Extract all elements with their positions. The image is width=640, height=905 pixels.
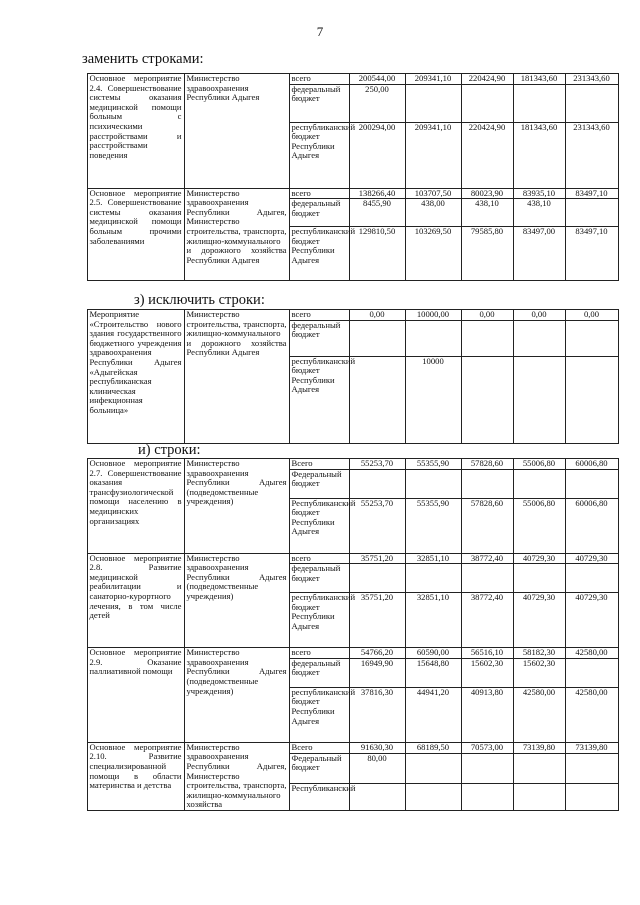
value-cell: 181343,60: [513, 74, 565, 85]
value-cell: 438,00: [405, 199, 461, 227]
value-cell: 40729,30: [513, 553, 565, 564]
value-cell: [565, 469, 618, 498]
value-cell: [565, 753, 618, 783]
value-cell: [565, 783, 618, 810]
source-cell: всего: [289, 553, 349, 564]
value-cell: 35751,20: [349, 553, 405, 564]
value-cell: 68189,50: [405, 742, 461, 753]
value-cell: [405, 469, 461, 498]
executor-cell: Министерство здравоохранения Республики Адыгея, Министерство строительства, транспорта, жилищно-коммунального хозяйства: [184, 742, 289, 810]
event-cell: Основное мероприятие 2.4. Совершенствование системы оказания медицинской помощи больным с психическими расстройствами и расстройствами поведения: [87, 74, 184, 189]
value-cell: 16949,90: [349, 658, 405, 687]
value-cell: 10000,00: [405, 310, 461, 321]
value-cell: 138266,40: [349, 188, 405, 199]
value-cell: 200294,00: [349, 122, 405, 188]
value-cell: 15602,30: [461, 658, 513, 687]
value-cell: [513, 84, 565, 122]
executor-cell: Министерство здравоохранения Республики Адыгея (подведомственные учреждения): [184, 648, 289, 743]
value-cell: 55355,90: [405, 498, 461, 553]
table-row: [78, 553, 618, 564]
heading-replace: заменить строками:: [82, 51, 204, 67]
value-cell: [513, 783, 565, 810]
value-cell: 80023,90: [461, 188, 513, 199]
value-cell: 40729,30: [513, 593, 565, 648]
value-cell: 83935,10: [513, 188, 565, 199]
source-cell: всего: [289, 188, 349, 199]
value-cell: [565, 564, 618, 593]
value-cell: 55006,80: [513, 459, 565, 470]
source-cell: Всего: [289, 459, 349, 470]
event-cell: Основное мероприятие 2.7. Совершенствование оказания трансфузиологической помощи населению в медицинских организациях: [87, 459, 184, 554]
table-row: [78, 459, 618, 470]
value-cell: 129810,50: [349, 227, 405, 281]
table-row: [78, 648, 618, 659]
value-cell: 42580,00: [565, 648, 618, 659]
table-row: [78, 74, 618, 85]
value-cell: [461, 469, 513, 498]
value-cell: 8455,90: [349, 199, 405, 227]
page-number: 7: [316, 24, 324, 39]
value-cell: [405, 783, 461, 810]
executor-cell: Министерство здравоохранения Республики Адыгея: [184, 74, 289, 189]
value-cell: 58182,30: [513, 648, 565, 659]
value-cell: 70573,00: [461, 742, 513, 753]
event-cell: Мероприятие «Строительство нового здания государственного бюджетного учреждения здравоохранения Республики Адыгея «Адыгейская республиканская клиническая инфекционная больница»: [87, 310, 184, 444]
table-exclude: [78, 309, 619, 444]
value-cell: 32851,10: [405, 553, 461, 564]
value-cell: 35751,20: [349, 593, 405, 648]
value-cell: 220424,90: [461, 122, 513, 188]
source-cell: федеральный бюджет: [289, 199, 349, 227]
source-cell: федеральный бюджет: [289, 658, 349, 687]
table-row: [78, 188, 618, 199]
source-cell: Республиканский бюджет Республики Адыгея: [289, 498, 349, 553]
value-cell: 91630,30: [349, 742, 405, 753]
value-cell: [565, 199, 618, 227]
value-cell: [349, 320, 405, 356]
value-cell: 0,00: [349, 310, 405, 321]
value-cell: 73139,80: [513, 742, 565, 753]
value-cell: 42580,00: [565, 687, 618, 742]
value-cell: 54766,20: [349, 648, 405, 659]
value-cell: 55253,70: [349, 459, 405, 470]
value-cell: 10000: [405, 356, 461, 443]
value-cell: 44941,20: [405, 687, 461, 742]
value-cell: 55006,80: [513, 498, 565, 553]
value-cell: 38772,40: [461, 553, 513, 564]
table-row: [78, 310, 618, 321]
value-cell: [405, 564, 461, 593]
value-cell: 32851,10: [405, 593, 461, 648]
value-cell: 0,00: [513, 310, 565, 321]
value-cell: 103269,50: [405, 227, 461, 281]
value-cell: [565, 320, 618, 356]
value-cell: 56516,10: [461, 648, 513, 659]
value-cell: 0,00: [461, 310, 513, 321]
value-cell: [461, 753, 513, 783]
value-cell: [349, 783, 405, 810]
value-cell: [461, 356, 513, 443]
event-cell: Основное мероприятие 2.5. Совершенствование системы оказания медицинской помощи больным прочими заболеваниями: [87, 188, 184, 281]
source-cell: всего: [289, 310, 349, 321]
value-cell: [349, 564, 405, 593]
heading-exclude: з) исключить строки:: [134, 292, 265, 308]
value-cell: [461, 564, 513, 593]
value-cell: 38772,40: [461, 593, 513, 648]
value-cell: [565, 84, 618, 122]
value-cell: [405, 320, 461, 356]
event-cell: Основное мероприятие 2.10. Развитие специализированной помощи в области материнства и детства: [87, 742, 184, 810]
value-cell: 79585,80: [461, 227, 513, 281]
value-cell: 438,10: [461, 199, 513, 227]
value-cell: 55355,90: [405, 459, 461, 470]
value-cell: 83497,00: [513, 227, 565, 281]
value-cell: 60006,80: [565, 498, 618, 553]
value-cell: 55253,70: [349, 498, 405, 553]
value-cell: [513, 320, 565, 356]
value-cell: 15648,80: [405, 658, 461, 687]
value-cell: [513, 753, 565, 783]
value-cell: 250,00: [349, 84, 405, 122]
source-cell: Республиканский: [289, 783, 349, 810]
value-cell: [405, 753, 461, 783]
value-cell: [513, 564, 565, 593]
source-cell: федеральный бюджет: [289, 320, 349, 356]
value-cell: 103707,50: [405, 188, 461, 199]
value-cell: 83497,10: [565, 227, 618, 281]
value-cell: 438,10: [513, 199, 565, 227]
source-cell: республиканский бюджет Республики Адыгея: [289, 593, 349, 648]
value-cell: 60590,00: [405, 648, 461, 659]
value-cell: 57828,60: [461, 459, 513, 470]
source-cell: республиканский бюджет Республики Адыгея: [289, 122, 349, 188]
value-cell: [461, 783, 513, 810]
source-cell: федеральный бюджет: [289, 84, 349, 122]
executor-cell: Министерство здравоохранения Республики Адыгея, Министерство строительства, транспорта, жилищно-коммунального и дорожного хозяйства Республики Адыгея: [184, 188, 289, 281]
value-cell: [461, 84, 513, 122]
value-cell: [565, 658, 618, 687]
value-cell: [565, 356, 618, 443]
source-cell: Всего: [289, 742, 349, 753]
value-cell: 0,00: [565, 310, 618, 321]
value-cell: 60006,80: [565, 459, 618, 470]
table-replace: [78, 73, 619, 281]
value-cell: [513, 469, 565, 498]
value-cell: 57828,60: [461, 498, 513, 553]
value-cell: 15602,30: [513, 658, 565, 687]
value-cell: 231343,60: [565, 122, 618, 188]
event-cell: Основное мероприятие 2.8. Развитие медицинской реабилитации и санаторно-курортного лечения, в том числе детей: [87, 553, 184, 648]
value-cell: 231343,60: [565, 74, 618, 85]
executor-cell: Министерство строительства, транспорта, жилищно-коммунального и дорожного хозяйства Республики Адыгея: [184, 310, 289, 444]
table-row: [78, 742, 618, 753]
value-cell: [513, 356, 565, 443]
source-cell: всего: [289, 648, 349, 659]
source-cell: республиканский бюджет Республики Адыгея: [289, 687, 349, 742]
value-cell: 220424,90: [461, 74, 513, 85]
value-cell: 40729,30: [565, 553, 618, 564]
value-cell: [349, 356, 405, 443]
value-cell: 80,00: [349, 753, 405, 783]
table-add: [78, 458, 619, 811]
value-cell: [405, 84, 461, 122]
value-cell: [349, 469, 405, 498]
event-cell: Основное мероприятие 2.9. Оказание паллиативной помощи: [87, 648, 184, 743]
executor-cell: Министерство здравоохранения Республики Адыгея (подведомственные учреждения): [184, 553, 289, 648]
source-cell: республиканский бюджет Республики Адыгея: [289, 227, 349, 281]
value-cell: 40913,80: [461, 687, 513, 742]
value-cell: [461, 320, 513, 356]
source-cell: республиканский бюджет Республики Адыгея: [289, 356, 349, 443]
value-cell: 37816,30: [349, 687, 405, 742]
value-cell: 209341,10: [405, 74, 461, 85]
source-cell: федеральный бюджет: [289, 564, 349, 593]
heading-add: и) строки:: [138, 442, 201, 458]
executor-cell: Министерство здравоохранения Республики Адыгея (подведомственные учреждения): [184, 459, 289, 554]
value-cell: 181343,60: [513, 122, 565, 188]
value-cell: 83497,10: [565, 188, 618, 199]
value-cell: 73139,80: [565, 742, 618, 753]
value-cell: 42580,00: [513, 687, 565, 742]
value-cell: 200544,00: [349, 74, 405, 85]
value-cell: 209341,10: [405, 122, 461, 188]
value-cell: 40729,30: [565, 593, 618, 648]
source-cell: всего: [289, 74, 349, 85]
source-cell: Федеральный бюджет: [289, 753, 349, 783]
source-cell: Федеральный бюджет: [289, 469, 349, 498]
